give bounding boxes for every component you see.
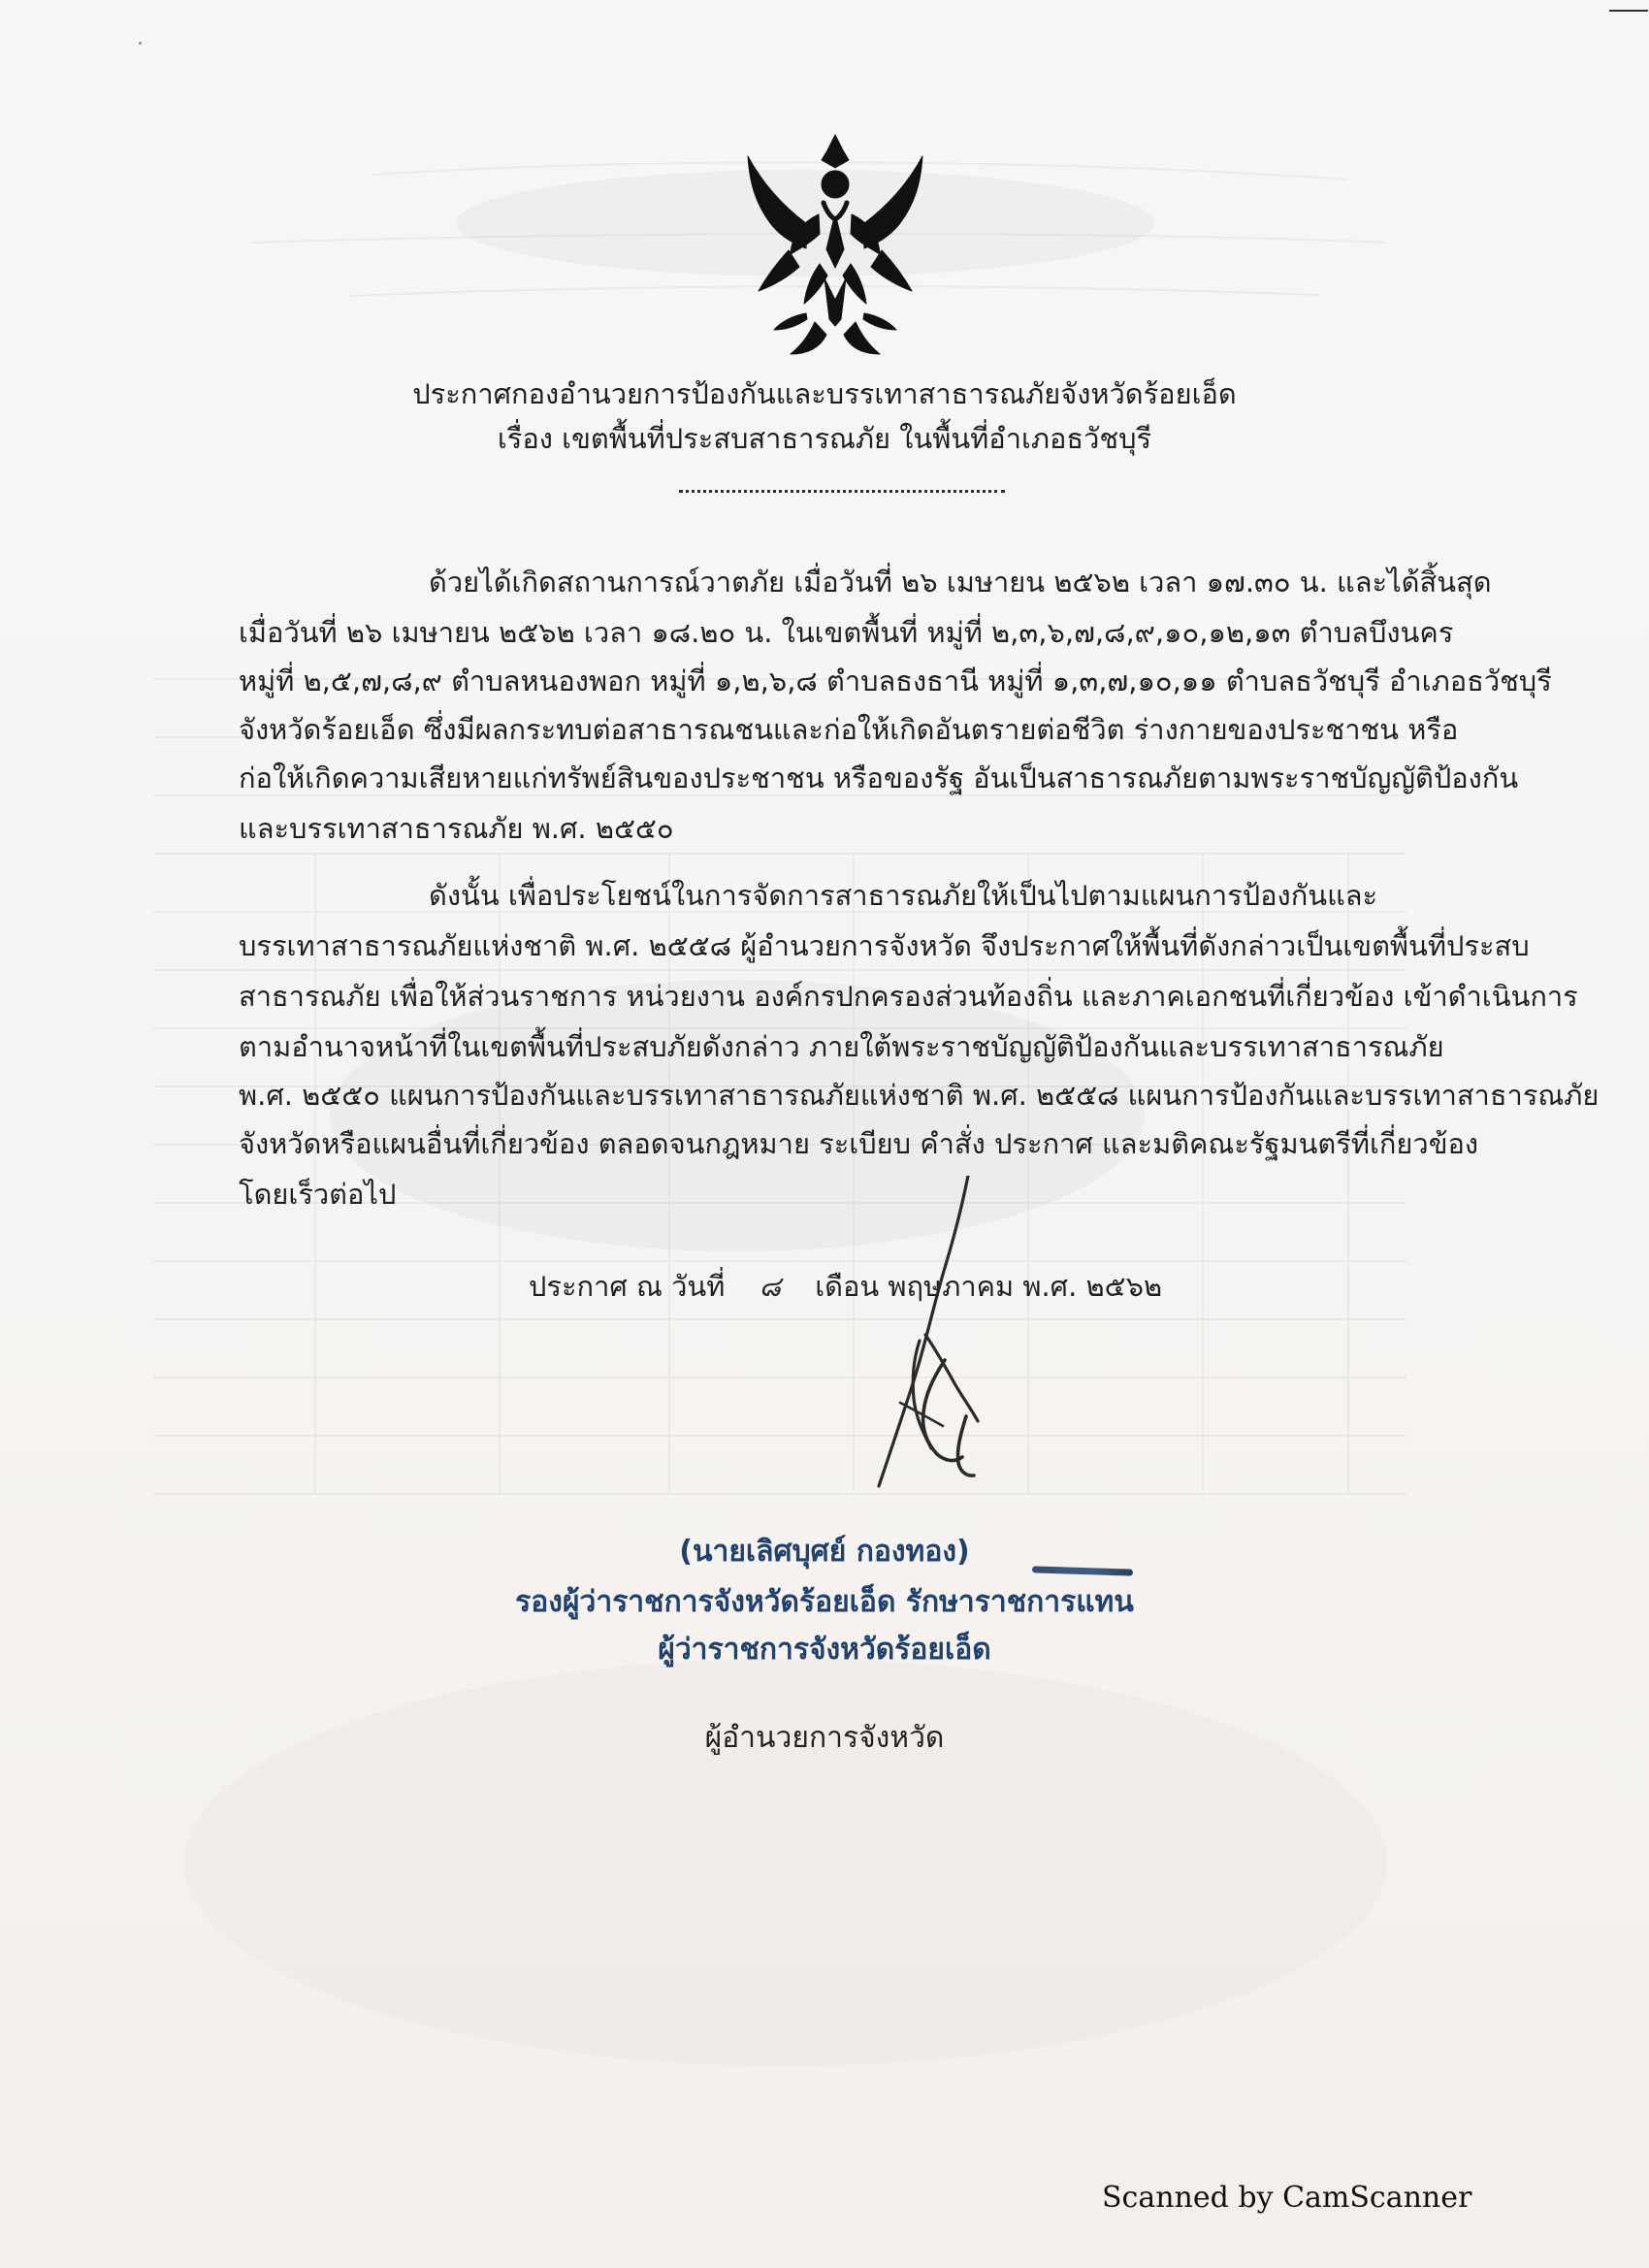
paragraph-1-line-3: หมู่ที่ ๒,๕,๗,๘,๙ ตำบลหนองพอก หมู่ที่ ๑,๒,๖,๘ ตำบลธงธานี หมู่ที่ ๑,๓,๗,๑๐,๑๑ ตำบลธวัชบุรี อำเภอธวัชบุรี — [239, 664, 1552, 697]
paragraph-1-line-1: ด้วยได้เกิดสถานการณ์วาตภัย เมื่อวันที่ ๒๖ เมษายน ๒๕๖๒ เวลา ๑๗.๓๐ น. และได้สิ้นสุด — [429, 566, 1492, 599]
paragraph-1-line-5: ก่อให้เกิดความเสียหายแก่ทรัพย์สินของประชาชน หรือของรัฐ อันเป็นสาธารณภัยตามพระราชบัญญัติป้องกัน — [239, 761, 1519, 794]
paragraph-2-line-6: จังหวัดหรือแผนอื่นที่เกี่ยวข้อง ตลอดจนกฎหมาย ระเบียบ คำสั่ง ประกาศ และมติคณะรัฐมนตรีที่เกี่ยวข้อง — [239, 1127, 1479, 1160]
scan-speck — [139, 42, 142, 45]
announcement-date-suffix: เดือน พฤษภาคม พ.ศ. ๒๕๖๒ — [815, 1270, 1163, 1303]
scanner-footer-text: Scanned by CamScanner — [1102, 2181, 1472, 2215]
paragraph-1-line-2: เมื่อวันที่ ๒๖ เมษายน ๒๕๖๒ เวลา ๑๘.๒๐ น. ในเขตพื้นที่ หมู่ที่ ๒,๓,๖,๗,๘,๙,๑๐,๑๒,๑๓ ตำบลบึงนคร — [239, 616, 1454, 649]
paragraph-2-line-5: พ.ศ. ๒๕๕๐ แผนการป้องกันและบรรเทาสาธารณภัยแห่งชาติ พ.ศ. ๒๕๕๘ แผนการป้องกันและบรรเทาสาธารณภัย — [239, 1079, 1600, 1112]
paragraph-2-line-1: ดังนั้น เพื่อประโยชน์ในการจัดการสาธารณภัยให้เป็นไปตามแผนการป้องกันและ — [429, 879, 1378, 912]
paragraph-2-line-2: บรรเทาสาธารณภัยแห่งชาติ พ.ศ. ๒๕๕๘ ผู้อำนวยการจังหวัด จึงประกาศให้พื้นที่ดังกล่าวเป็นเขตพื้นที่ประสบ — [239, 929, 1530, 962]
paragraph-1-line-4: จังหวัดร้อยเอ็ด ซึ่งมีผลกระทบต่อสาธารณชนและก่อให้เกิดอันตรายต่อชีวิต ร่างกายของประชาชน หรือ — [239, 713, 1459, 746]
garuda-emblem-icon — [727, 131, 944, 362]
heading-line-1: ประกาศกองอำนวยการป้องกันและบรรเทาสาธารณภัยจังหวัดร้อยเอ็ด — [412, 377, 1237, 410]
signatory-role: ผู้อำนวยการจังหวัด — [704, 1721, 945, 1755]
announcement-date-prefix: ประกาศ ณ วันที่ — [529, 1270, 726, 1303]
paragraph-2-line-4: ตามอำนาจหน้าที่ในเขตพื้นที่ประสบภัยดังกล่าว ภายใต้พระราชบัญญัติป้องกันและบรรเทาสาธารณภัย — [239, 1030, 1444, 1063]
signatory-name: (นายเลิศบุศย์ กองทอง) — [679, 1535, 970, 1569]
paragraph-2-line-3: สาธารณภัย เพื่อให้ส่วนราชการ หน่วยงาน องค์กรปกครองส่วนท้องถิ่น และภาคเอกชนที่เกี่ยวข้อง เข้าดำเนินการ — [239, 980, 1578, 1013]
handwritten-signature — [790, 1176, 1168, 1525]
signatory-title-1: รองผู้ว่าราชการจังหวัดร้อยเอ็ด รักษาราชการแทน — [515, 1585, 1134, 1619]
signatory-title-2: ผู้ว่าราชการจังหวัดร้อยเอ็ด — [658, 1633, 991, 1667]
heading-line-2: เรื่อง เขตพื้นที่ประสบสาธารณภัย ในพื้นที่อำเภอธวัชบุรี — [497, 422, 1152, 455]
dotted-separator — [679, 480, 1005, 493]
paragraph-1-line-6: และบรรเทาสาธารณภัย พ.ศ. ๒๕๕๐ — [239, 812, 674, 845]
scan-edge-mark — [1609, 10, 1648, 12]
paragraph-2-line-7: โดยเร็วต่อไป — [239, 1178, 397, 1211]
announcement-date-day: ๘ — [759, 1270, 781, 1303]
